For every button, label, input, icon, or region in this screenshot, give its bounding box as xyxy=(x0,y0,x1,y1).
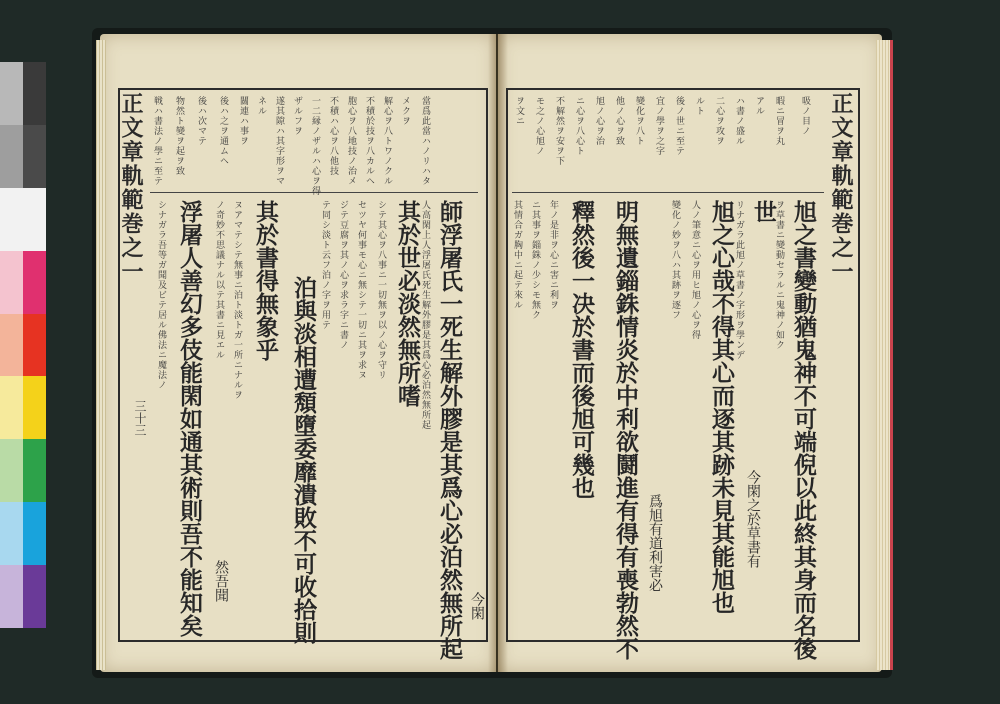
left-upper-note: メクヲ xyxy=(400,96,410,126)
right-upper-note: ニ心ヲ八心ト xyxy=(574,96,584,156)
left-gloss-column: テ同シ淡ト云フ泊ノ字ヲ用テ xyxy=(320,200,330,330)
right-main-column: 旭之心哉不得其心而逐其跡未見其能旭也 xyxy=(708,200,735,614)
left-main-column: 泊與淡相遭頽墮委靡潰敗不可收拾則 xyxy=(290,276,317,644)
right-upper-note: 暇ニ冒ヲ丸 xyxy=(774,96,784,146)
right-main-column: 明無遺錙銖情炎於中利欲鬪進有得有喪勃然不 xyxy=(612,200,639,660)
left-upper-note: 解心ヲ八トワノクル xyxy=(382,96,392,186)
left-gloss-column: 人高閑上人浮屠氏死生解外膠是其爲心必泊然無所起 xyxy=(420,200,430,430)
right-upper-note: 不解然ヲ安ヲ下 xyxy=(554,96,564,166)
right-upper-note: 旭ノ心ヲ治 xyxy=(594,96,604,146)
left-gloss-column: ノ奇妙不思議ナル以テ其書ニ見エル xyxy=(214,200,224,360)
hinge-line xyxy=(506,88,508,642)
left-gloss-column: セツヤ何事モ心ニ無シテ一切ニ其ヲ求ヌ xyxy=(356,200,366,380)
right-upper-note: 後ノ世ニ至テ xyxy=(674,96,684,156)
right-upper-note: ルト xyxy=(694,96,704,116)
right-inline-note: 爲旭有道利害必 xyxy=(647,494,663,592)
right-upper-note: 他ノ心ヲ致 xyxy=(614,96,624,146)
running-head-left: 正文章軌範巻之一 xyxy=(118,92,144,284)
right-upper-note: モ之ノ心旭ノ xyxy=(534,96,544,156)
color-calibration-strip xyxy=(0,62,46,628)
right-upper-note: 二心ヲ攻ヲ xyxy=(714,96,724,146)
left-upper-note: 不積ハ心ヲ八他技 xyxy=(328,96,338,176)
left-main-column: 浮屠人善幻多伎能閑如通其術則吾不能知矣 xyxy=(176,200,203,637)
right-upper-note: ヲ文ニ xyxy=(514,96,524,126)
right-upper-note: 宜ノ學ヲ之字 xyxy=(654,96,664,156)
left-upper-note: 不積於技ヲ八カルヘ xyxy=(364,96,374,186)
left-main-column: 其於書得無象乎 xyxy=(252,200,279,361)
right-gloss-column: リナガラ此旭ノ草書ノ字形ヲ學ンデ xyxy=(734,200,744,360)
left-gloss-column: ヌアマテシテ無事ニ泊ト淡トガ一所ニナルヲ xyxy=(232,200,242,400)
left-upper-note: 一二縁ノザルハ心ヲ得 xyxy=(310,96,320,196)
left-upper-note: 胞心ヲ八地技ノ治メ xyxy=(346,96,356,186)
running-head-right: 正文章軌範巻之一 xyxy=(828,92,854,284)
left-upper-note: 物然ト變ヲ起ヲ致 xyxy=(174,96,184,176)
book-gutter xyxy=(488,34,508,672)
right-upper-note: ハ書ノ盛ル xyxy=(734,96,744,146)
left-upper-note: ザルフヲ xyxy=(292,96,302,136)
page-edge-right xyxy=(876,40,893,670)
right-upper-note: 變化ヲ八ト xyxy=(634,96,644,146)
right-gloss-column: ヲ草書ニ變動セラルニ鬼神ノ如ク xyxy=(774,200,784,350)
right-gloss-column: 其情合ガ胸中ニ起テ來ル xyxy=(512,200,522,310)
right-upper-divider xyxy=(512,192,824,193)
left-upper-note: 後ハ次マテ xyxy=(196,96,206,146)
left-gloss-column: シテ其心ヲ八事ニ一切無ヲ以ノ心ヲ守リ xyxy=(376,200,386,380)
page-edge-left xyxy=(96,40,106,670)
right-upper-note: 吸ノ目ノ xyxy=(800,96,810,136)
left-main-column: 其於世必淡然無所嗜 xyxy=(394,200,421,407)
right-inline-note: 今閑之於草書有 xyxy=(745,470,761,568)
right-gloss-column: ニ其事ヲ錙銖ノ少シモ無ク xyxy=(530,200,540,320)
right-main-column: 釋然後一决於書而後旭可幾也 xyxy=(568,200,595,499)
right-gloss-column: 年ノ是非ヲ心ニ害ニ利ヲ xyxy=(548,200,558,310)
left-upper-note: 後ハ之ヲ通ムヘ xyxy=(218,96,228,166)
right-main-column: 世 xyxy=(750,200,777,223)
left-inline-note: 然吾聞 xyxy=(213,560,229,602)
right-main-column: 旭之書變動猶鬼神不可端倪以此終其身而名後 xyxy=(790,200,817,660)
right-gloss-column: 人ノ筆意ニ心ヲ用ヒ旭ノ心ヲ得 xyxy=(690,200,700,340)
left-upper-note: 戦ハ書法ノ學ニ至テ xyxy=(152,96,162,186)
left-upper-note: ネル xyxy=(256,96,266,116)
left-main-column: 師浮屠氏一死生解外膠是其爲心必泊然無所起 xyxy=(436,200,463,660)
left-inline-note: 今閑 xyxy=(469,592,485,620)
folio-number: 三十三 xyxy=(133,400,147,436)
left-upper-note: 當爲此當ハノリハタ xyxy=(420,96,430,186)
right-upper-note: アル xyxy=(754,96,764,116)
left-gloss-column: ジテ豆腐ヲ其ノ心ヲ求ラ字ニ書ノ xyxy=(338,200,348,350)
left-upper-note: 遂其隙ハ其字形ヲマ xyxy=(274,96,284,186)
left-upper-note: 關連ハ事ヲ xyxy=(238,96,248,146)
right-gloss-column: 變化ノ妙ヲ八ハ其跡ヲ逐フ xyxy=(670,200,680,320)
left-gloss-column: シナガラ吾等ガ聞及ビテ居ル佛法ニ魔法ノ xyxy=(156,200,166,390)
